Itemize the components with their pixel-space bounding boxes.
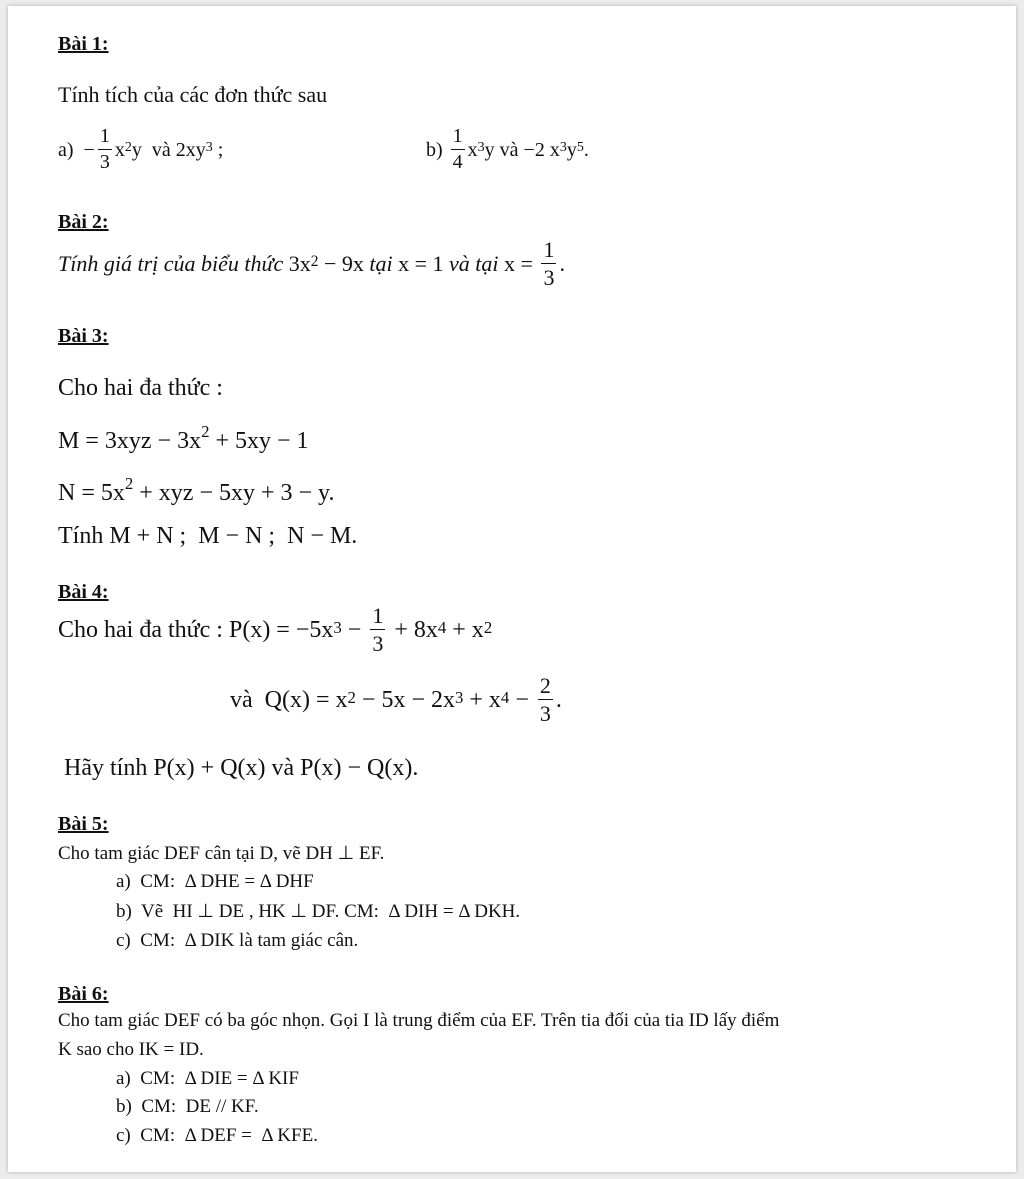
bai2-fraction xyxy=(541,238,556,289)
bai4-p-minus: − xyxy=(341,616,368,643)
bai4-p xyxy=(58,604,492,655)
fraction-numerator: 1 xyxy=(543,237,555,262)
bai1-b-exp3: 5 xyxy=(576,140,584,156)
document-page xyxy=(8,6,1016,1172)
bai2-x1: x = 1 xyxy=(398,250,450,276)
bai4-q-end: . xyxy=(555,686,562,713)
bai4-p-exp2: 4 xyxy=(437,617,447,637)
bai4-q-part1: và Q(x) = x xyxy=(230,686,348,713)
bai3-task: Tính M + N ; M − N ; N − M. xyxy=(58,523,358,549)
bai6-title: Bài 6: xyxy=(58,983,109,1005)
bai1-a-x: x xyxy=(114,138,125,161)
bai1-b-mid: y và −2 x xyxy=(484,138,560,161)
fraction-numerator: 1 xyxy=(99,125,110,147)
bai3-n-part1: N = 5x xyxy=(58,480,125,506)
fraction-denominator: 3 xyxy=(539,701,551,727)
fraction-denominator: 3 xyxy=(372,631,384,657)
bai2-exp: 2 xyxy=(310,253,319,271)
bai2-text1: Tính giá trị của biểu thức xyxy=(58,250,289,276)
bai3-intro: Cho hai đa thức : xyxy=(58,375,223,401)
fraction-denominator: 3 xyxy=(99,151,110,173)
bai3-n xyxy=(58,474,335,506)
fraction-bar xyxy=(541,263,556,264)
bai4-q-part3: + x xyxy=(463,686,501,713)
bai1-part-a xyxy=(58,126,223,173)
bai4-q-exp3: 4 xyxy=(500,687,510,707)
bai3-n-part2: + xyz − 5xy + 3 − y. xyxy=(133,480,335,506)
bai4-q xyxy=(230,674,562,725)
bai1-a-end: ; xyxy=(212,138,224,161)
bai3-m-exp: 2 xyxy=(201,422,210,442)
bai1-b-label: b) xyxy=(426,138,443,161)
bai2-expr: 3x xyxy=(288,250,311,276)
bai5-intro: Cho tam giác DEF cân tại D, vẽ DH ⊥ EF. xyxy=(58,843,385,864)
fraction-numerator: 1 xyxy=(372,603,384,628)
bai4-q-fraction xyxy=(538,674,553,725)
bai4-q-part2: − 5x − 2x xyxy=(355,686,455,713)
bai1-b-fraction xyxy=(451,126,465,173)
bai2-text2: tại xyxy=(369,250,399,276)
bai3-m xyxy=(58,422,309,454)
bai1-part-b xyxy=(426,126,589,173)
bai4-p-part1: Cho hai đa thức : P(x) = −5x xyxy=(58,616,334,643)
bai4-p-exp3: 2 xyxy=(483,617,493,637)
fraction-denominator: 3 xyxy=(543,265,555,291)
bai1-b-exp1: 3 xyxy=(477,140,485,156)
bai1-b-y: y xyxy=(566,138,577,161)
fraction-bar xyxy=(370,629,385,630)
bai1-a-exp1: 2 xyxy=(124,140,132,156)
bai2-line xyxy=(58,238,565,289)
bai4-p-exp1: 3 xyxy=(333,617,342,637)
bai4-p-part3: + x xyxy=(446,616,484,643)
fraction-numerator: 1 xyxy=(452,125,463,147)
fraction-bar xyxy=(98,149,112,150)
bai5-item-a: a) CM: Δ DHE = Δ DHF xyxy=(116,871,314,892)
bai2-x2: x = xyxy=(504,250,539,276)
bai1-title: Bài 1: xyxy=(58,33,109,55)
bai1-a-label: a) xyxy=(58,138,74,161)
fraction-numerator: 2 xyxy=(539,673,551,698)
fraction-bar xyxy=(451,149,465,150)
bai6-intro-line2: K sao cho IK = ID. xyxy=(58,1039,204,1060)
bai1-b-end: . xyxy=(583,138,589,161)
bai4-p-fraction xyxy=(370,604,385,655)
bai1-a-rest: y và 2xy xyxy=(131,138,206,161)
bai4-q-exp1: 2 xyxy=(347,687,356,707)
bai5-item-b: b) Vẽ HI ⊥ DE , HK ⊥ DF. CM: Δ DIH = Δ DKH. xyxy=(116,901,521,922)
bai2-end: . xyxy=(559,250,565,276)
bai3-m-part2: + 5xy − 1 xyxy=(209,428,309,454)
bai4-q-minus: − xyxy=(509,686,535,713)
bai4-task: Hãy tính P(x) + Q(x) và P(x) − Q(x). xyxy=(64,755,419,781)
bai6-item-a: a) CM: Δ DIE = Δ KIF xyxy=(116,1068,299,1089)
bai3-m-part1: M = 3xyz − 3x xyxy=(58,428,202,454)
bai2-expr2: − 9x xyxy=(318,250,370,276)
bai6-item-c: c) CM: Δ DEF = Δ KFE. xyxy=(116,1125,318,1146)
bai5-item-c: c) CM: Δ DIK là tam giác cân. xyxy=(116,930,359,951)
bai5-title: Bài 5: xyxy=(58,813,109,835)
bai1-b-exp2: 3 xyxy=(559,140,567,156)
bai1-b-x: x xyxy=(467,138,478,161)
bai1-a-exp2: 3 xyxy=(205,140,213,156)
bai1-intro: Tính tích của các đơn thức sau xyxy=(58,82,328,107)
bai4-q-exp2: 3 xyxy=(454,687,464,707)
bai2-text3: và tại xyxy=(449,250,505,276)
bai1-a-fraction xyxy=(98,126,112,173)
bai6-item-b: b) CM: DE // KF. xyxy=(116,1096,259,1117)
bai4-p-part2: + 8x xyxy=(388,616,438,643)
bai4-title: Bài 4: xyxy=(58,581,109,603)
fraction-bar xyxy=(538,699,553,700)
bai3-n-exp: 2 xyxy=(124,474,134,494)
bai1-a-minus: − xyxy=(83,138,95,161)
fraction-denominator: 4 xyxy=(452,151,463,173)
bai2-title: Bài 2: xyxy=(58,211,109,233)
bai6-intro-line1: Cho tam giác DEF có ba góc nhọn. Gọi I là trung điểm của EF. Trên tia đối của tia ID lấy điểm xyxy=(58,1010,780,1031)
bai3-title: Bài 3: xyxy=(58,325,109,347)
